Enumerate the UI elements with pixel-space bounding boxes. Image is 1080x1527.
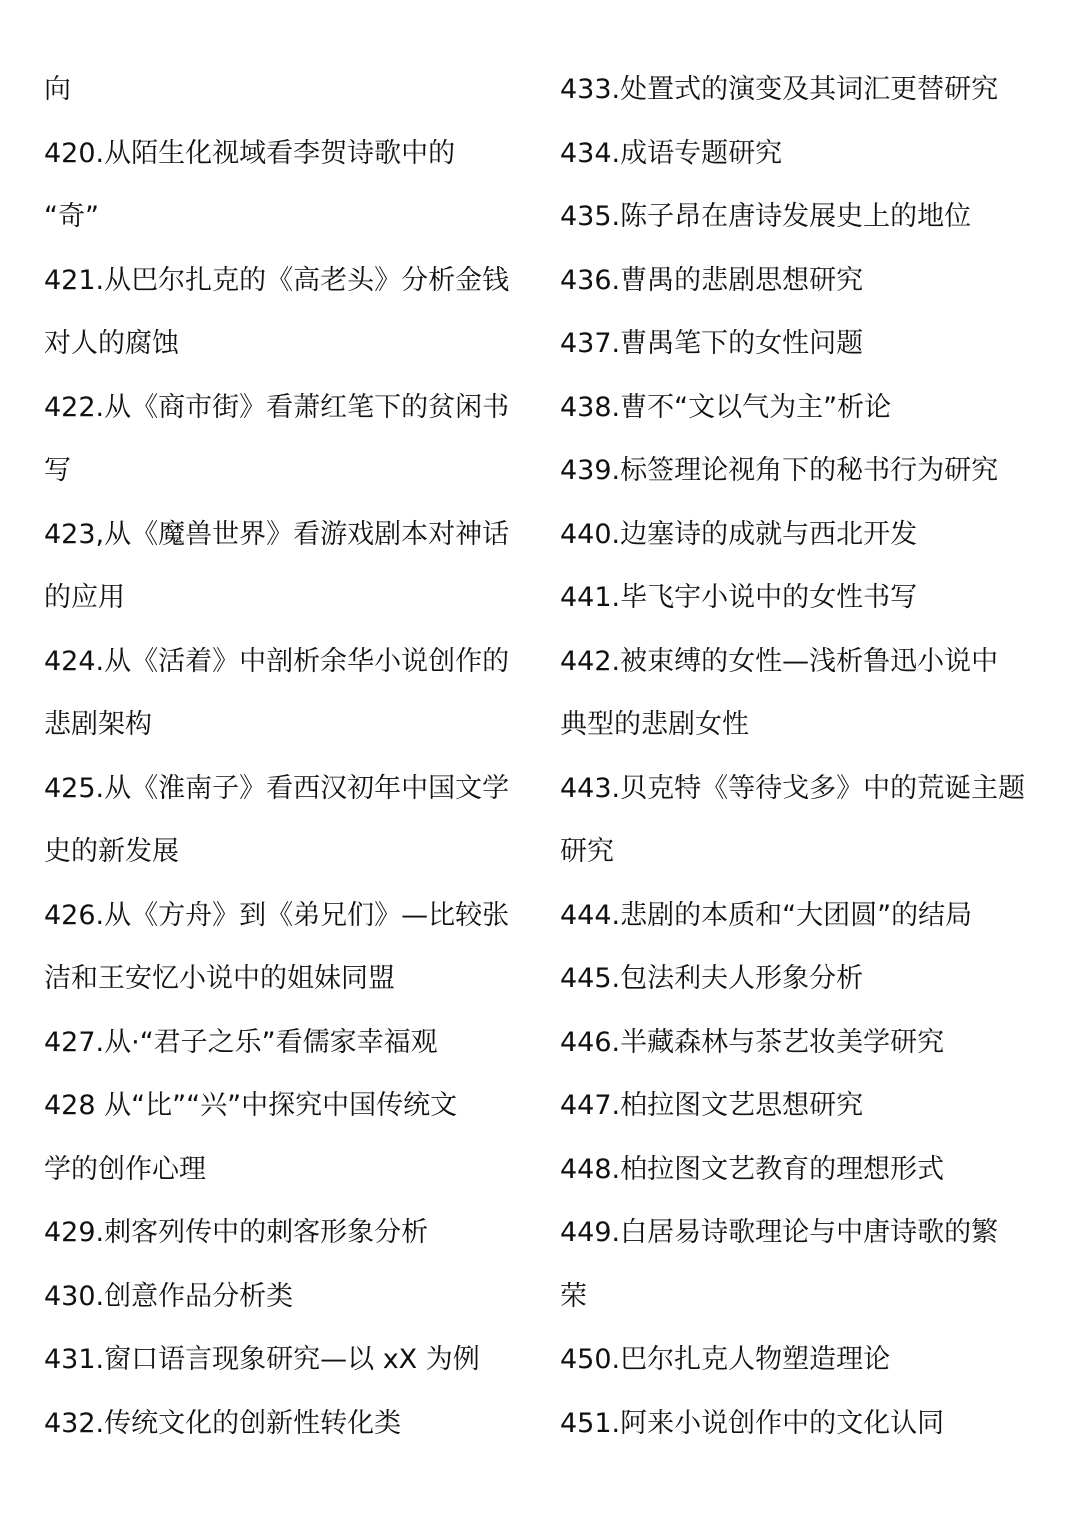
left-line: 423,从《魔兽世界》看游戏剧本对神话 — [44, 518, 510, 550]
right-line: 446.半藏森林与茶艺妆美学研究 — [560, 1026, 945, 1058]
left-line: 428 从“比”“兴”中探究中国传统文 — [44, 1090, 458, 1121]
right-line: 440.边塞诗的成就与西北开发 — [560, 518, 918, 550]
left-line: 悲剧架构 — [44, 709, 152, 740]
left-line: 427.从·“君子之乐”看儒家幸福观 — [44, 1026, 438, 1058]
right-line: 443.贝克特《等待戈多》中的荒诞主题 — [560, 772, 1026, 804]
right-line: 434.成语专题研究 — [560, 137, 783, 169]
right-line: 438.曹不“文以气为主”析论 — [560, 391, 892, 423]
left-line: 对人的腐蚀 — [44, 328, 179, 359]
left-line: 429.刺客列传中的刺客形象分析 — [44, 1217, 429, 1248]
left-line: 422.从《商市街》看萧红笔下的贫闲书 — [44, 391, 510, 423]
right-line: 435.陈子昂在唐诗发展史上的地位 — [560, 201, 972, 232]
left-line: 432.传统文化的创新性转化类 — [44, 1407, 402, 1439]
right-line: 448.柏拉图文艺教育的理想形式 — [560, 1153, 945, 1185]
left-line: 写 — [44, 455, 71, 486]
left-line: 学的创作心理 — [44, 1153, 206, 1185]
left-line: 426.从《方舟》到《弟兄们》—比较张 — [44, 899, 510, 931]
left-line: “奇” — [44, 201, 99, 232]
right-line: 447.柏拉图文艺思想研究 — [560, 1090, 864, 1121]
left-line: 421.从巴尔扎克的《高老头》分析金钱 — [44, 264, 510, 296]
left-line: 向 — [44, 74, 71, 105]
left-line: 的应用 — [44, 582, 125, 613]
right-line: 436.曹禺的悲剧思想研究 — [560, 264, 864, 296]
left-line: 史的新发展 — [44, 836, 179, 867]
right-line: 444.悲剧的本质和“大团圆”的结局 — [560, 899, 973, 931]
left-line: 420.从陌生化视域看李贺诗歌中的 — [44, 137, 456, 169]
right-line: 442.被束缚的女性—浅析鲁迅小说中 — [560, 645, 999, 677]
left-line: 洁和王安忆小说中的姐妹同盟 — [44, 963, 395, 994]
left-line: 424.从《活着》中剖析余华小说创作的 — [44, 645, 510, 677]
right-line: 451.阿来小说创作中的文化认同 — [560, 1407, 945, 1439]
right-line: 荣 — [560, 1280, 587, 1312]
right-line: 439.标签理论视角下的秘书行为研究 — [560, 455, 999, 486]
right-line: 450.巴尔扎克人物塑造理论 — [560, 1344, 891, 1375]
left-line: 431.窗口语言现象研究—以 xX 为例 — [44, 1344, 480, 1375]
right-line: 449.白居易诗歌理论与中唐诗歌的繁 — [560, 1217, 999, 1248]
right-line: 445.包法利夫人形象分析 — [560, 963, 864, 994]
right-line: 437.曹禺笔下的女性问题 — [560, 328, 864, 359]
right-column — [560, 58, 1040, 1455]
left-line: 430.创意作品分析类 — [44, 1280, 294, 1312]
left-column — [44, 58, 522, 1455]
right-line: 研究 — [560, 836, 614, 867]
right-line: 433.处置式的演变及其词汇更替研究 — [560, 74, 999, 105]
left-line: 425.从《淮南子》看西汉初年中国文学 — [44, 772, 510, 804]
right-line: 441.毕飞宇小说中的女性书写 — [560, 582, 918, 613]
right-line: 典型的悲剧女性 — [560, 709, 749, 740]
